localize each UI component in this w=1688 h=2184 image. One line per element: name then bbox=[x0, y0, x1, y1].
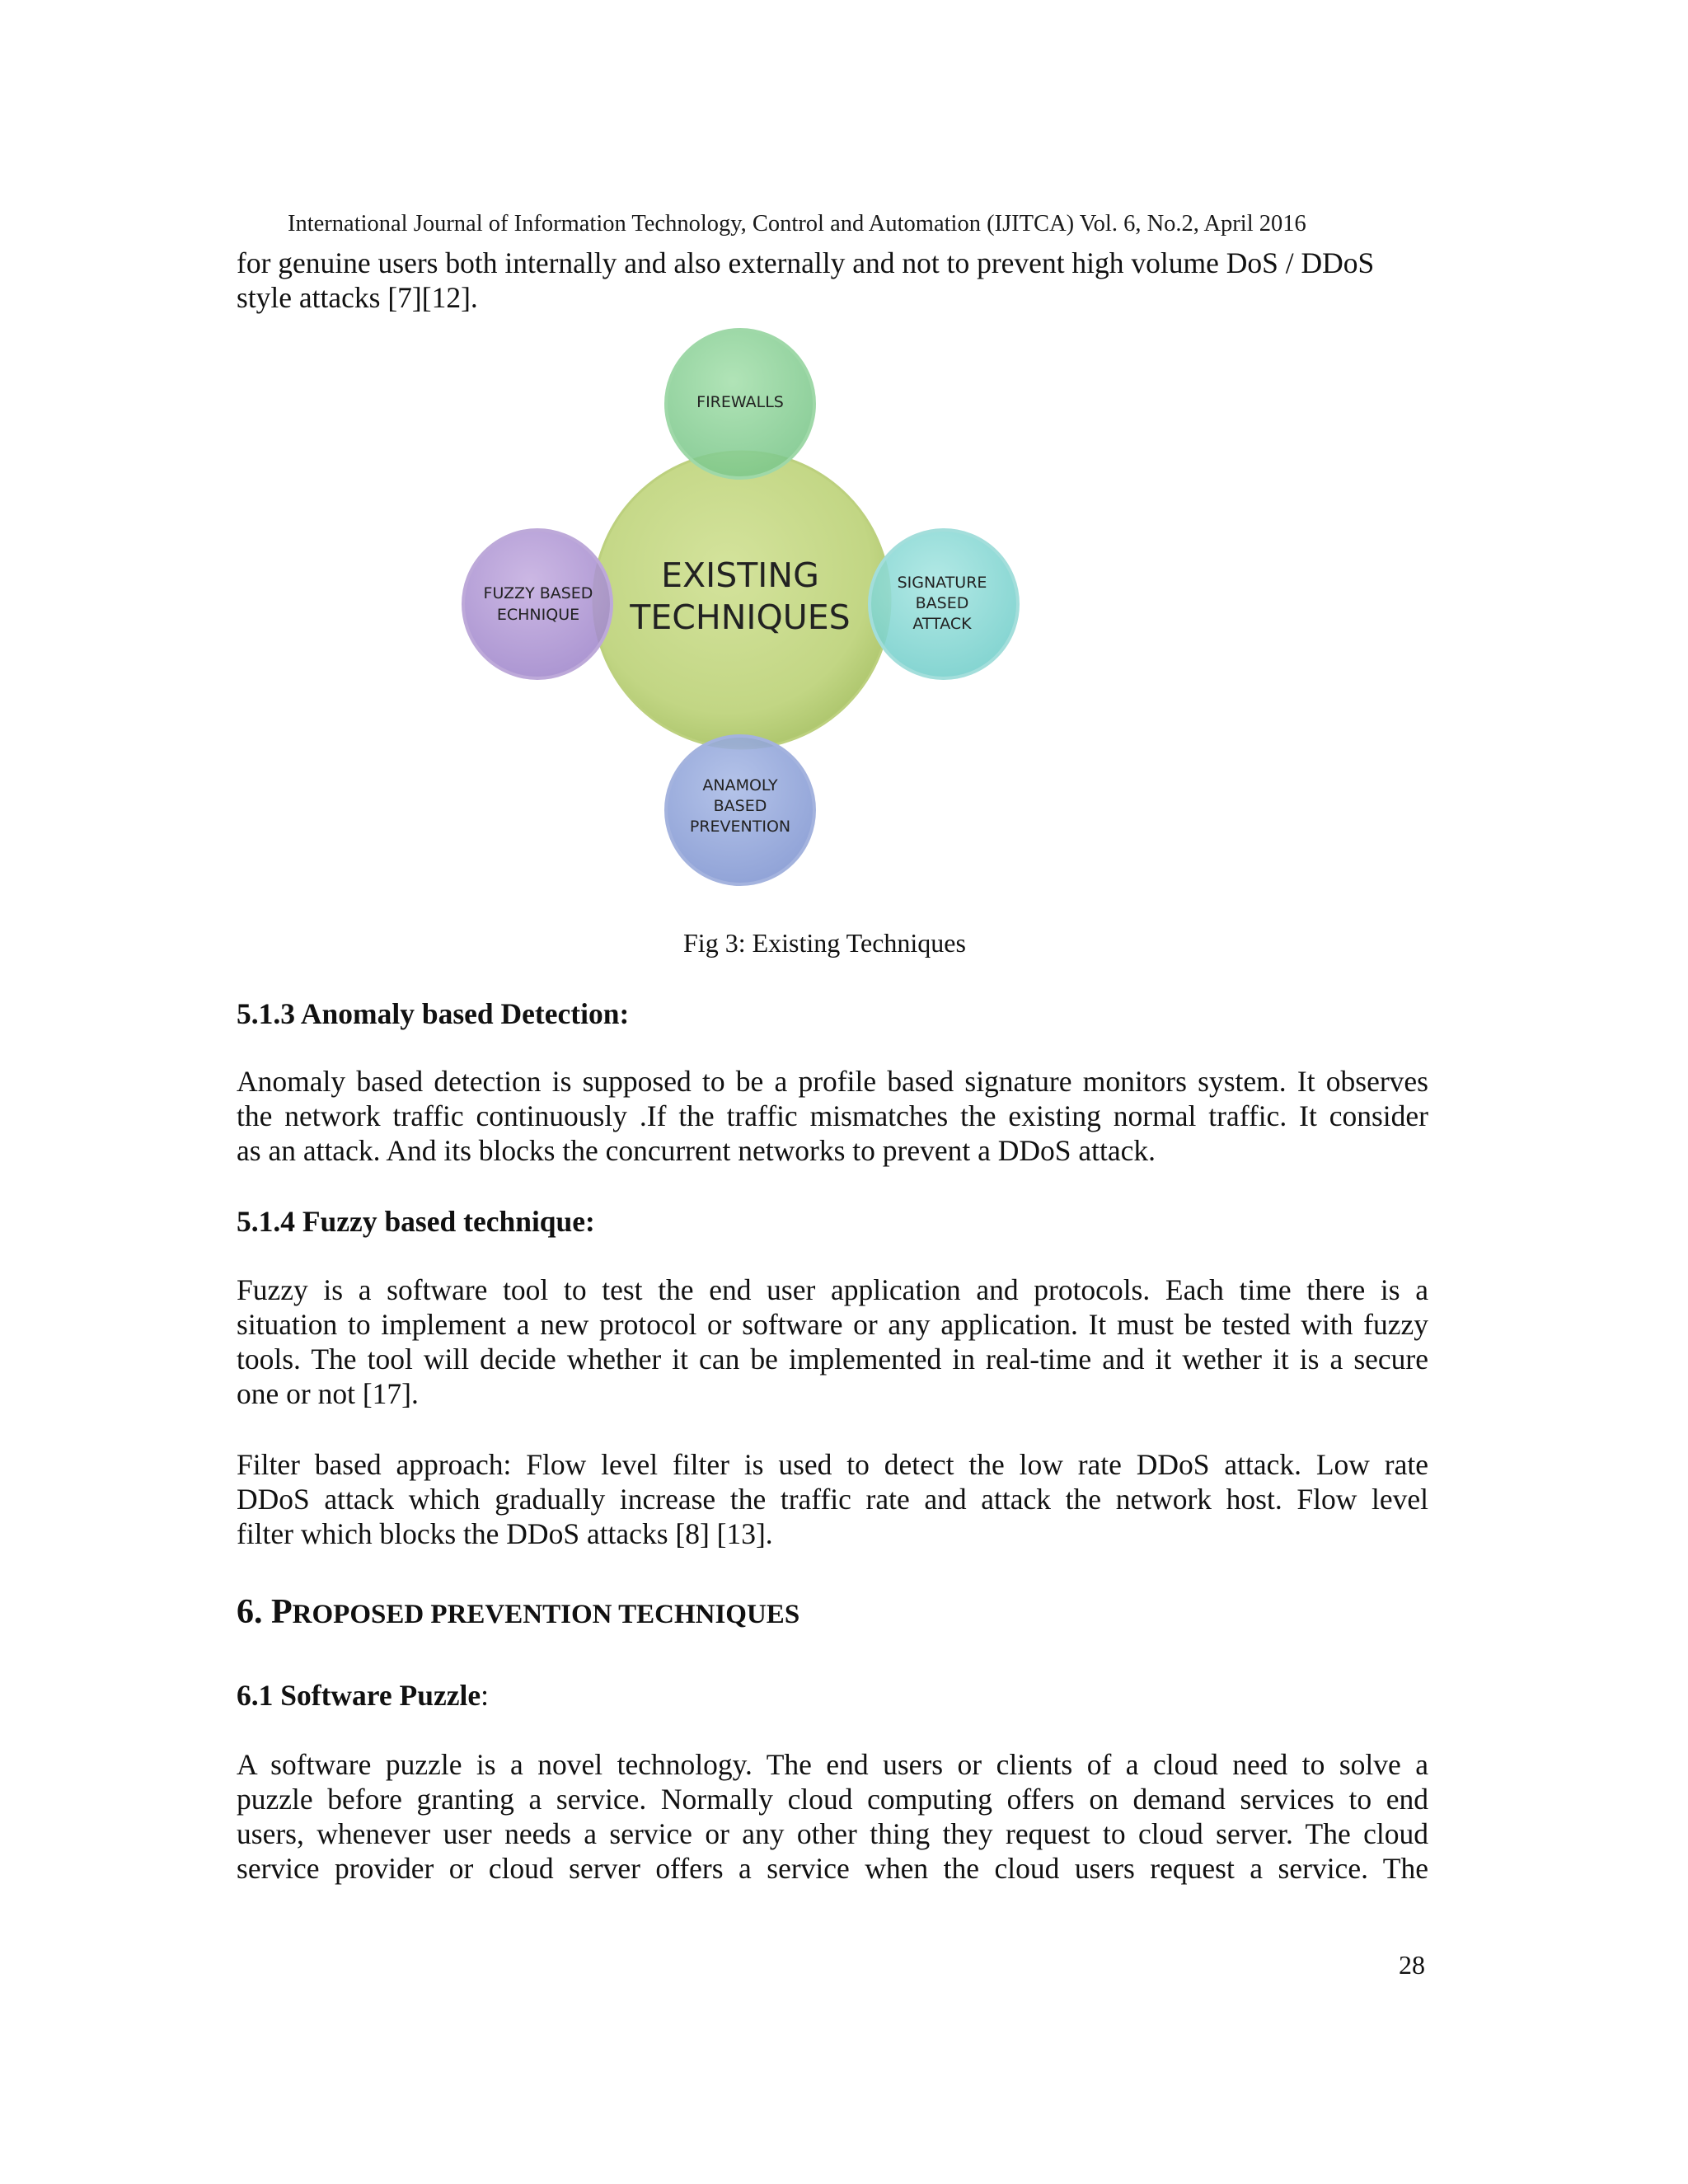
section-514-line-2: situation to implement a new protocol or software or any application. It must be tested with fuzzy bbox=[237, 1308, 1428, 1341]
filter-line-2: DDoS attack which gradually increase the traffic rate and attack the network host. Flow level bbox=[237, 1483, 1428, 1516]
firewalls-label: FIREWALLS bbox=[696, 393, 784, 411]
signature-label-line1: SIGNATURE bbox=[897, 574, 987, 592]
intro-line-2: style attacks [7][12]. bbox=[237, 281, 478, 314]
signature-label-line2: BASED bbox=[915, 594, 969, 612]
running-header: International Journal of Information Technology, Control and Automation (IJITCA) Vol. 6, No.2, April 2016 bbox=[288, 211, 1306, 237]
section-61-line-3: users, whenever user needs a service or any other thing they request to cloud server. The cloud bbox=[237, 1817, 1428, 1850]
section-6-number: 6. P bbox=[237, 1593, 293, 1631]
section-514-line-3: tools. The tool will decide whether it can be implemented in real-time and it wether it is a secure bbox=[237, 1343, 1428, 1376]
intro-line-1: for genuine users both internally and also externally and not to prevent high volume DoS / DDoS bbox=[237, 246, 1375, 279]
existing-techniques-diagram bbox=[445, 313, 1039, 907]
section-61-colon: : bbox=[481, 1679, 489, 1712]
section-513-line-1: Anomaly based detection is supposed to be a profile based signature monitors system. It observes bbox=[237, 1065, 1428, 1098]
section-513-line-3: as an attack. And its blocks the concurrent networks to prevent a DDoS attack. bbox=[237, 1134, 1156, 1167]
filter-paragraph bbox=[237, 1447, 1428, 1551]
section-61-heading: 6.1 Software Puzzle bbox=[237, 1679, 481, 1712]
filter-line-3: filter which blocks the DDoS attacks [8] [13]. bbox=[237, 1517, 773, 1550]
figure-caption: Fig 3: Existing Techniques bbox=[683, 928, 966, 958]
section-514-paragraph bbox=[237, 1272, 1428, 1411]
fuzzy-label-line1: FUZZY BASED bbox=[483, 584, 593, 602]
section-514-line-1: Fuzzy is a software tool to test the end user application and protocols. Each time there is a bbox=[237, 1273, 1428, 1306]
page-number: 28 bbox=[1399, 1950, 1425, 1980]
anomaly-label-line1: ANAMOLY bbox=[702, 776, 778, 794]
section-61-line-2: puzzle before granting a service. Normally cloud computing offers on demand services to end bbox=[237, 1783, 1428, 1816]
anomaly-label-line3: PREVENTION bbox=[689, 818, 791, 836]
anomaly-label-line2: BASED bbox=[713, 797, 767, 815]
section-6-heading bbox=[237, 1592, 799, 1632]
section-513-line-2: the network traffic continuously .If the traffic mismatches the existing normal traffic. It consider bbox=[237, 1099, 1428, 1132]
section-513-paragraph bbox=[237, 1064, 1428, 1168]
fuzzy-circle bbox=[463, 530, 612, 678]
center-label-line1: EXISTING bbox=[661, 555, 819, 595]
section-514-line-4: one or not [17]. bbox=[237, 1377, 419, 1410]
section-61-paragraph bbox=[237, 1747, 1428, 1886]
section-513-heading: 5.1.3 Anomaly based Detection: bbox=[237, 997, 630, 1030]
section-61-heading-wrap bbox=[237, 1678, 489, 1713]
signature-label-line3: ATTACK bbox=[912, 615, 972, 633]
section-6-heading-rest: ROPOSED PREVENTION TECHNIQUES bbox=[292, 1600, 800, 1629]
intro-paragraph bbox=[237, 246, 1428, 315]
fuzzy-label-line2: ECHNIQUE bbox=[496, 606, 580, 624]
section-61-line-1: A software puzzle is a novel technology. The end users or clients of a cloud need to solve a bbox=[237, 1748, 1428, 1781]
section-514-heading: 5.1.4 Fuzzy based technique: bbox=[237, 1205, 595, 1238]
section-61-line-4: service provider or cloud server offers a service when the cloud users request a service. The bbox=[237, 1852, 1428, 1885]
center-label-line2: TECHNIQUES bbox=[630, 598, 851, 637]
filter-line-1: Filter based approach: Flow level filter is used to detect the low rate DDoS attack. Low rate bbox=[237, 1448, 1428, 1481]
